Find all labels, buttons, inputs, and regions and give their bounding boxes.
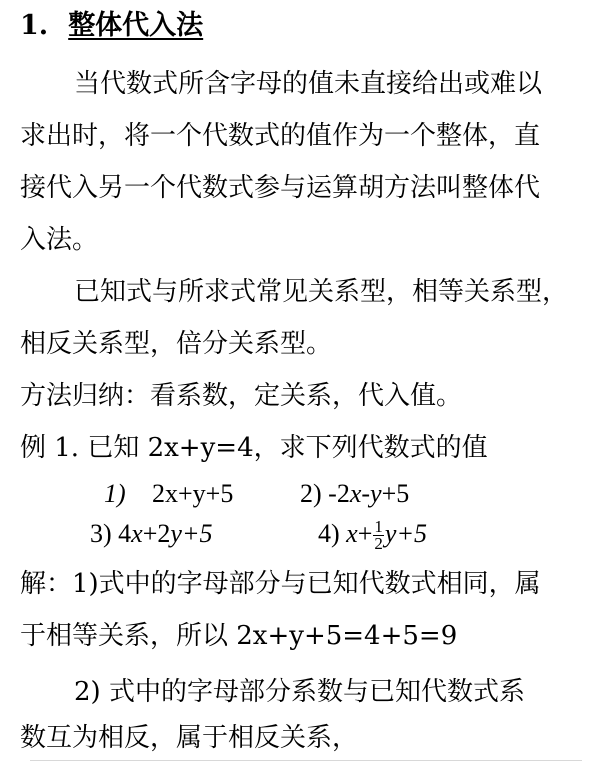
op: -: [361, 479, 371, 508]
fraction-one-half: [373, 516, 384, 553]
section-title: 整体代入法: [68, 10, 204, 41]
paragraph-line: 接代入另一个代数式参与运算胡方法叫整体代: [20, 173, 541, 203]
example-item-1: [104, 478, 126, 510]
op: +: [357, 519, 373, 548]
expression: 2x+y+5: [152, 479, 234, 508]
var-x: x: [349, 479, 362, 508]
example-item-4: [318, 518, 427, 553]
paragraph-line: 入法。: [20, 225, 99, 255]
solution-line: 解：1)式中的字母部分与已知代数式相同，属: [20, 569, 541, 599]
op: +5: [381, 479, 410, 508]
paragraph-line: 相反关系型，倍分关系型。: [20, 329, 333, 359]
solution-line: 数互为相反，属于相反关系，: [20, 723, 359, 753]
paragraph-line: 已知式与所求式常见关系型，相等关系型，: [74, 277, 569, 307]
section-heading: [20, 10, 203, 42]
paragraph-line: 当代数式所含字母的值未直接给出或难以: [74, 69, 543, 99]
item-label: 2) -2: [300, 479, 350, 508]
method-summary: 方法归纳：看系数，定关系，代入值。: [20, 381, 463, 411]
var-x: x: [346, 519, 358, 548]
op: +5: [396, 519, 427, 548]
item-label: 3) 4: [90, 519, 132, 548]
example-item-3: [90, 518, 212, 550]
var-y: y: [384, 519, 397, 548]
op: +5: [181, 519, 213, 548]
var-y: y: [370, 479, 382, 508]
var-y: y: [170, 519, 182, 548]
solution-line: 2) 式中的字母部分系数与已知代数式系: [74, 677, 525, 707]
paragraph-line: 求出时，将一个代数式的值作为一个整体，直: [20, 121, 541, 151]
item-label: 4): [318, 519, 347, 548]
item-label: 1): [104, 479, 126, 508]
section-number: 1.: [20, 10, 49, 41]
solution-line: 于相等关系，所以 2x+y+5=4+5=9: [20, 621, 458, 651]
example-item-1-expr: [152, 478, 233, 510]
var-x: x: [131, 519, 143, 548]
fraction-denominator: 2: [374, 533, 383, 553]
page-divider: [30, 760, 582, 761]
op: +2: [142, 519, 171, 548]
example-item-2: [300, 478, 409, 510]
example-intro: 例 1. 已知 2x+y=4，求下列代数式的值: [20, 433, 488, 463]
fraction-numerator: 1: [374, 516, 383, 536]
